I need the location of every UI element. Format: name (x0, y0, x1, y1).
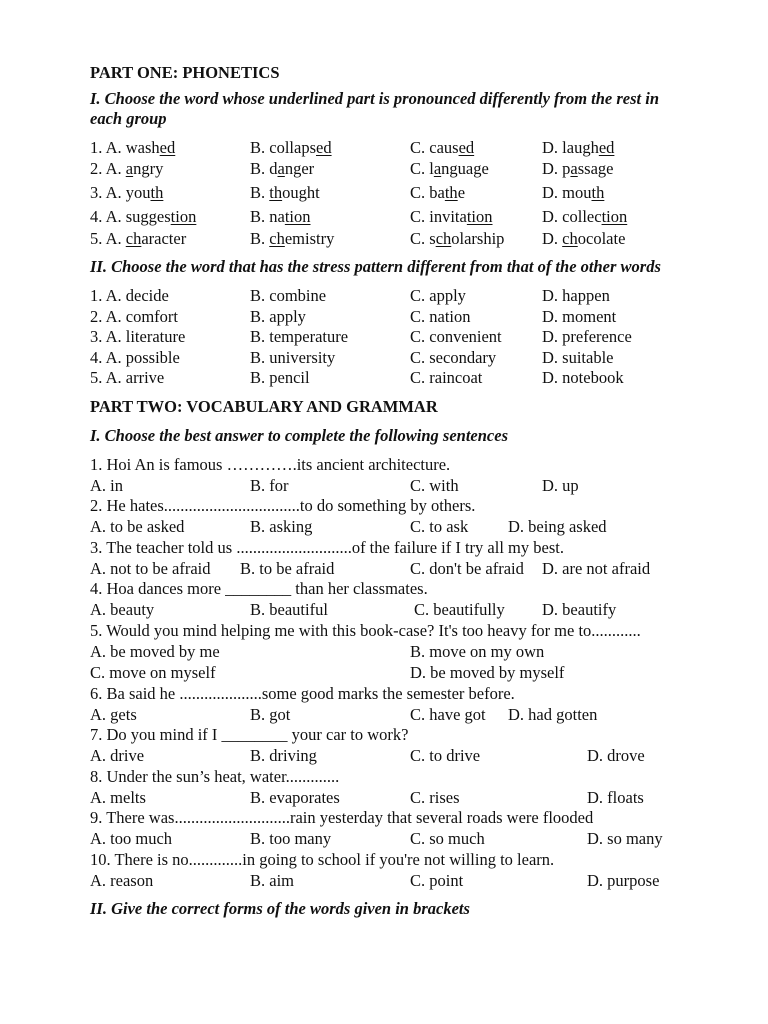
option-text-pre: B. d (250, 159, 278, 178)
answer-1-a: A. in (90, 476, 123, 495)
stress-option-4-a: 4. A. possible (90, 348, 180, 367)
part-two-title: PART TWO: VOCABULARY AND GRAMMAR (90, 397, 438, 416)
option-text-pre: D. p (542, 159, 571, 178)
answer-3-d: D. are not afraid (542, 559, 651, 578)
answer-1-c: C. with (410, 476, 459, 495)
answer-8-c: C. rises (410, 788, 460, 807)
underlined-part: ed (458, 138, 475, 157)
answer-5-a: A. be moved by me (90, 642, 220, 661)
question-10: 10. There is no.............in going to school if you're not willing to learn. (90, 850, 555, 869)
option-4-a (90, 207, 196, 227)
question-8: 8. Under the sun’s heat, water............. (90, 767, 340, 786)
underlined-part: a (433, 159, 442, 178)
option-text-pre: B. (250, 183, 270, 202)
answer-10-b: B. aim (250, 871, 294, 890)
question-7: 7. Do you mind if I ________ your car to work? (90, 725, 409, 744)
stress-option-2-d: D. moment (542, 307, 617, 326)
option-text-pre: D. laugh (542, 138, 599, 157)
underlined-part: ed (598, 138, 615, 157)
underlined-part: a (570, 159, 578, 178)
option-5-b (250, 229, 334, 249)
option-text-pre: 3. A. you (90, 183, 151, 202)
answer-9-c: C. so much (410, 829, 485, 848)
underlined-part: tion (601, 207, 628, 226)
option-text-pre: C. ba (410, 183, 445, 202)
option-3-b (250, 183, 320, 203)
underlined-part: tion (466, 207, 493, 226)
option-text-pre: B. (250, 229, 270, 248)
answer-3-c: C. don't be afraid (410, 559, 524, 578)
answer-6-a: A. gets (90, 705, 137, 724)
answer-6-c: C. have got (410, 705, 486, 724)
option-text-pre: D. (542, 229, 563, 248)
option-1-c (410, 138, 474, 158)
option-text-pre: D. mou (542, 183, 592, 202)
option-text-pre: B. collaps (250, 138, 316, 157)
underlined-part: tion (170, 207, 197, 226)
answer-5-b: B. move on my own (410, 642, 545, 661)
grammar-instruction: I. Choose the best answer to complete the following sentences (90, 426, 509, 445)
option-text-post: ought (282, 183, 320, 202)
stress-option-2-c: C. nation (410, 307, 471, 326)
answer-10-d: D. purpose (587, 871, 660, 890)
answer-1-b: B. for (250, 476, 289, 495)
answer-7-d: D. drove (587, 746, 645, 765)
option-2-b (250, 159, 314, 179)
answer-8-b: B. evaporates (250, 788, 340, 807)
stress-option-2-a: 2. A. comfort (90, 307, 178, 326)
underlined-part: ed (316, 138, 332, 157)
option-2-d (542, 159, 614, 179)
option-text-post: e (457, 183, 466, 202)
underlined-part: a (125, 159, 134, 178)
stress-option-3-b: B. temperature (250, 327, 349, 346)
stress-option-5-c: C. raincoat (410, 368, 483, 387)
question-6: 6. Ba said he ....................some good marks the semester before. (90, 684, 515, 703)
answer-1-d: D. up (542, 476, 579, 495)
answer-2-b: B. asking (250, 517, 313, 536)
answer-10-a: A. reason (90, 871, 154, 890)
stress-option-4-b: B. university (250, 348, 336, 367)
option-1-b (250, 138, 332, 158)
answer-4-b: B. beautiful (250, 600, 328, 619)
stress-option-3-c: C. convenient (410, 327, 502, 346)
answer-8-a: A. melts (90, 788, 146, 807)
underlined-part: ch (562, 229, 578, 248)
answer-3-b: B. to be afraid (240, 559, 335, 578)
answer-4-c: C. beautifully (414, 600, 505, 619)
underlined-part: th (591, 183, 605, 202)
answer-6-d: D. had gotten (508, 705, 598, 724)
option-text-post: ssage (577, 159, 614, 178)
section-2-instruction: II. Choose the word that has the stress pattern different from that of the other words (90, 257, 661, 276)
answer-9-a: A. too much (90, 829, 173, 848)
answer-5-c: C. move on myself (90, 663, 216, 682)
question-3: 3. The teacher told us ............................of the failure if I try all my best. (90, 538, 564, 557)
answer-7-c: C. to drive (410, 746, 481, 765)
answer-7-b: B. driving (250, 746, 317, 765)
stress-option-5-a: 5. A. arrive (90, 368, 165, 387)
question-5: 5. Would you mind helping me with this book-case? It's too heavy for me to............ (90, 621, 641, 640)
word-form-instruction: II. Give the correct forms of the words given in brackets (90, 899, 470, 918)
option-text-post: aracter (141, 229, 187, 248)
option-text-post: ocolate (577, 229, 626, 248)
option-text-pre: D. collec (542, 207, 602, 226)
option-text-post: nger (284, 159, 315, 178)
option-text-post: olarship (451, 229, 505, 248)
stress-option-5-b: B. pencil (250, 368, 310, 387)
option-text-pre: C. l (410, 159, 434, 178)
underlined-part: th (444, 183, 458, 202)
answer-9-b: B. too many (250, 829, 332, 848)
stress-option-1-d: D. happen (542, 286, 610, 305)
answer-2-d: D. being asked (508, 517, 607, 536)
stress-option-5-d: D. notebook (542, 368, 624, 387)
answer-4-a: A. beauty (90, 600, 155, 619)
option-text-post: emistry (284, 229, 335, 248)
underlined-part: ed (159, 138, 176, 157)
answer-10-c: C. point (410, 871, 464, 890)
option-text-pre: C. invita (410, 207, 467, 226)
question-9: 9. There was............................rain yesterday that several roads were flooded (90, 808, 594, 827)
option-text-post: nguage (441, 159, 489, 178)
section-1-instruction-cont: each group (90, 109, 167, 128)
stress-option-2-b: B. apply (250, 307, 306, 326)
option-text-pre: C. caus (410, 138, 459, 157)
part-one-title: PART ONE: PHONETICS (90, 63, 280, 82)
answer-4-d: D. beautify (542, 600, 617, 619)
answer-2-c: C. to ask (410, 517, 469, 536)
option-1-d (542, 138, 614, 158)
option-3-c (410, 183, 465, 203)
option-text-pre: 2. A. (90, 159, 126, 178)
option-4-b (250, 207, 311, 227)
option-4-c (410, 207, 493, 227)
option-text-pre: 4. A. sugges (90, 207, 171, 226)
stress-option-1-a: 1. A. decide (90, 286, 169, 305)
option-2-a (90, 159, 163, 179)
underlined-part: tion (284, 207, 311, 226)
stress-option-1-b: B. combine (250, 286, 327, 305)
answer-3-a: A. not to be afraid (90, 559, 211, 578)
option-text-post: ngry (133, 159, 164, 178)
stress-option-4-d: D. suitable (542, 348, 614, 367)
option-text-pre: 5. A. (90, 229, 126, 248)
answer-8-d: D. floats (587, 788, 644, 807)
question-4: 4. Hoa dances more ________ than her classmates. (90, 579, 428, 598)
stress-option-3-a: 3. A. literature (90, 327, 186, 346)
option-text-pre: C. s (410, 229, 436, 248)
answer-2-a: A. to be asked (90, 517, 185, 536)
option-text-pre: 1. A. wash (90, 138, 160, 157)
underlined-part: ch (269, 229, 285, 248)
stress-option-1-c: C. apply (410, 286, 466, 305)
underlined-part: ch (435, 229, 452, 248)
underlined-part: th (150, 183, 164, 202)
option-3-d (542, 183, 604, 203)
option-5-d (542, 229, 625, 249)
answer-9-d: D. so many (587, 829, 663, 848)
option-1-a (90, 138, 175, 158)
option-5-c (410, 229, 504, 249)
option-5-a (90, 229, 186, 249)
question-1: 1. Hoi An is famous ………….its ancient architecture. (90, 455, 451, 474)
stress-option-3-d: D. preference (542, 327, 632, 346)
option-4-d (542, 207, 627, 227)
option-3-a (90, 183, 163, 203)
section-1-instruction: I. Choose the word whose underlined part is pronounced differently from the rest in (90, 89, 660, 108)
underlined-part: th (269, 183, 283, 202)
option-text-pre: B. na (250, 207, 285, 226)
underlined-part: a (277, 159, 285, 178)
option-2-c (410, 159, 489, 179)
underlined-part: ch (125, 229, 142, 248)
answer-7-a: A. drive (90, 746, 145, 765)
question-2: 2. He hates.................................to do something by others. (90, 496, 476, 515)
stress-option-4-c: C. secondary (410, 348, 497, 367)
answer-5-d: D. be moved by myself (410, 663, 565, 682)
answer-6-b: B. got (250, 705, 291, 724)
